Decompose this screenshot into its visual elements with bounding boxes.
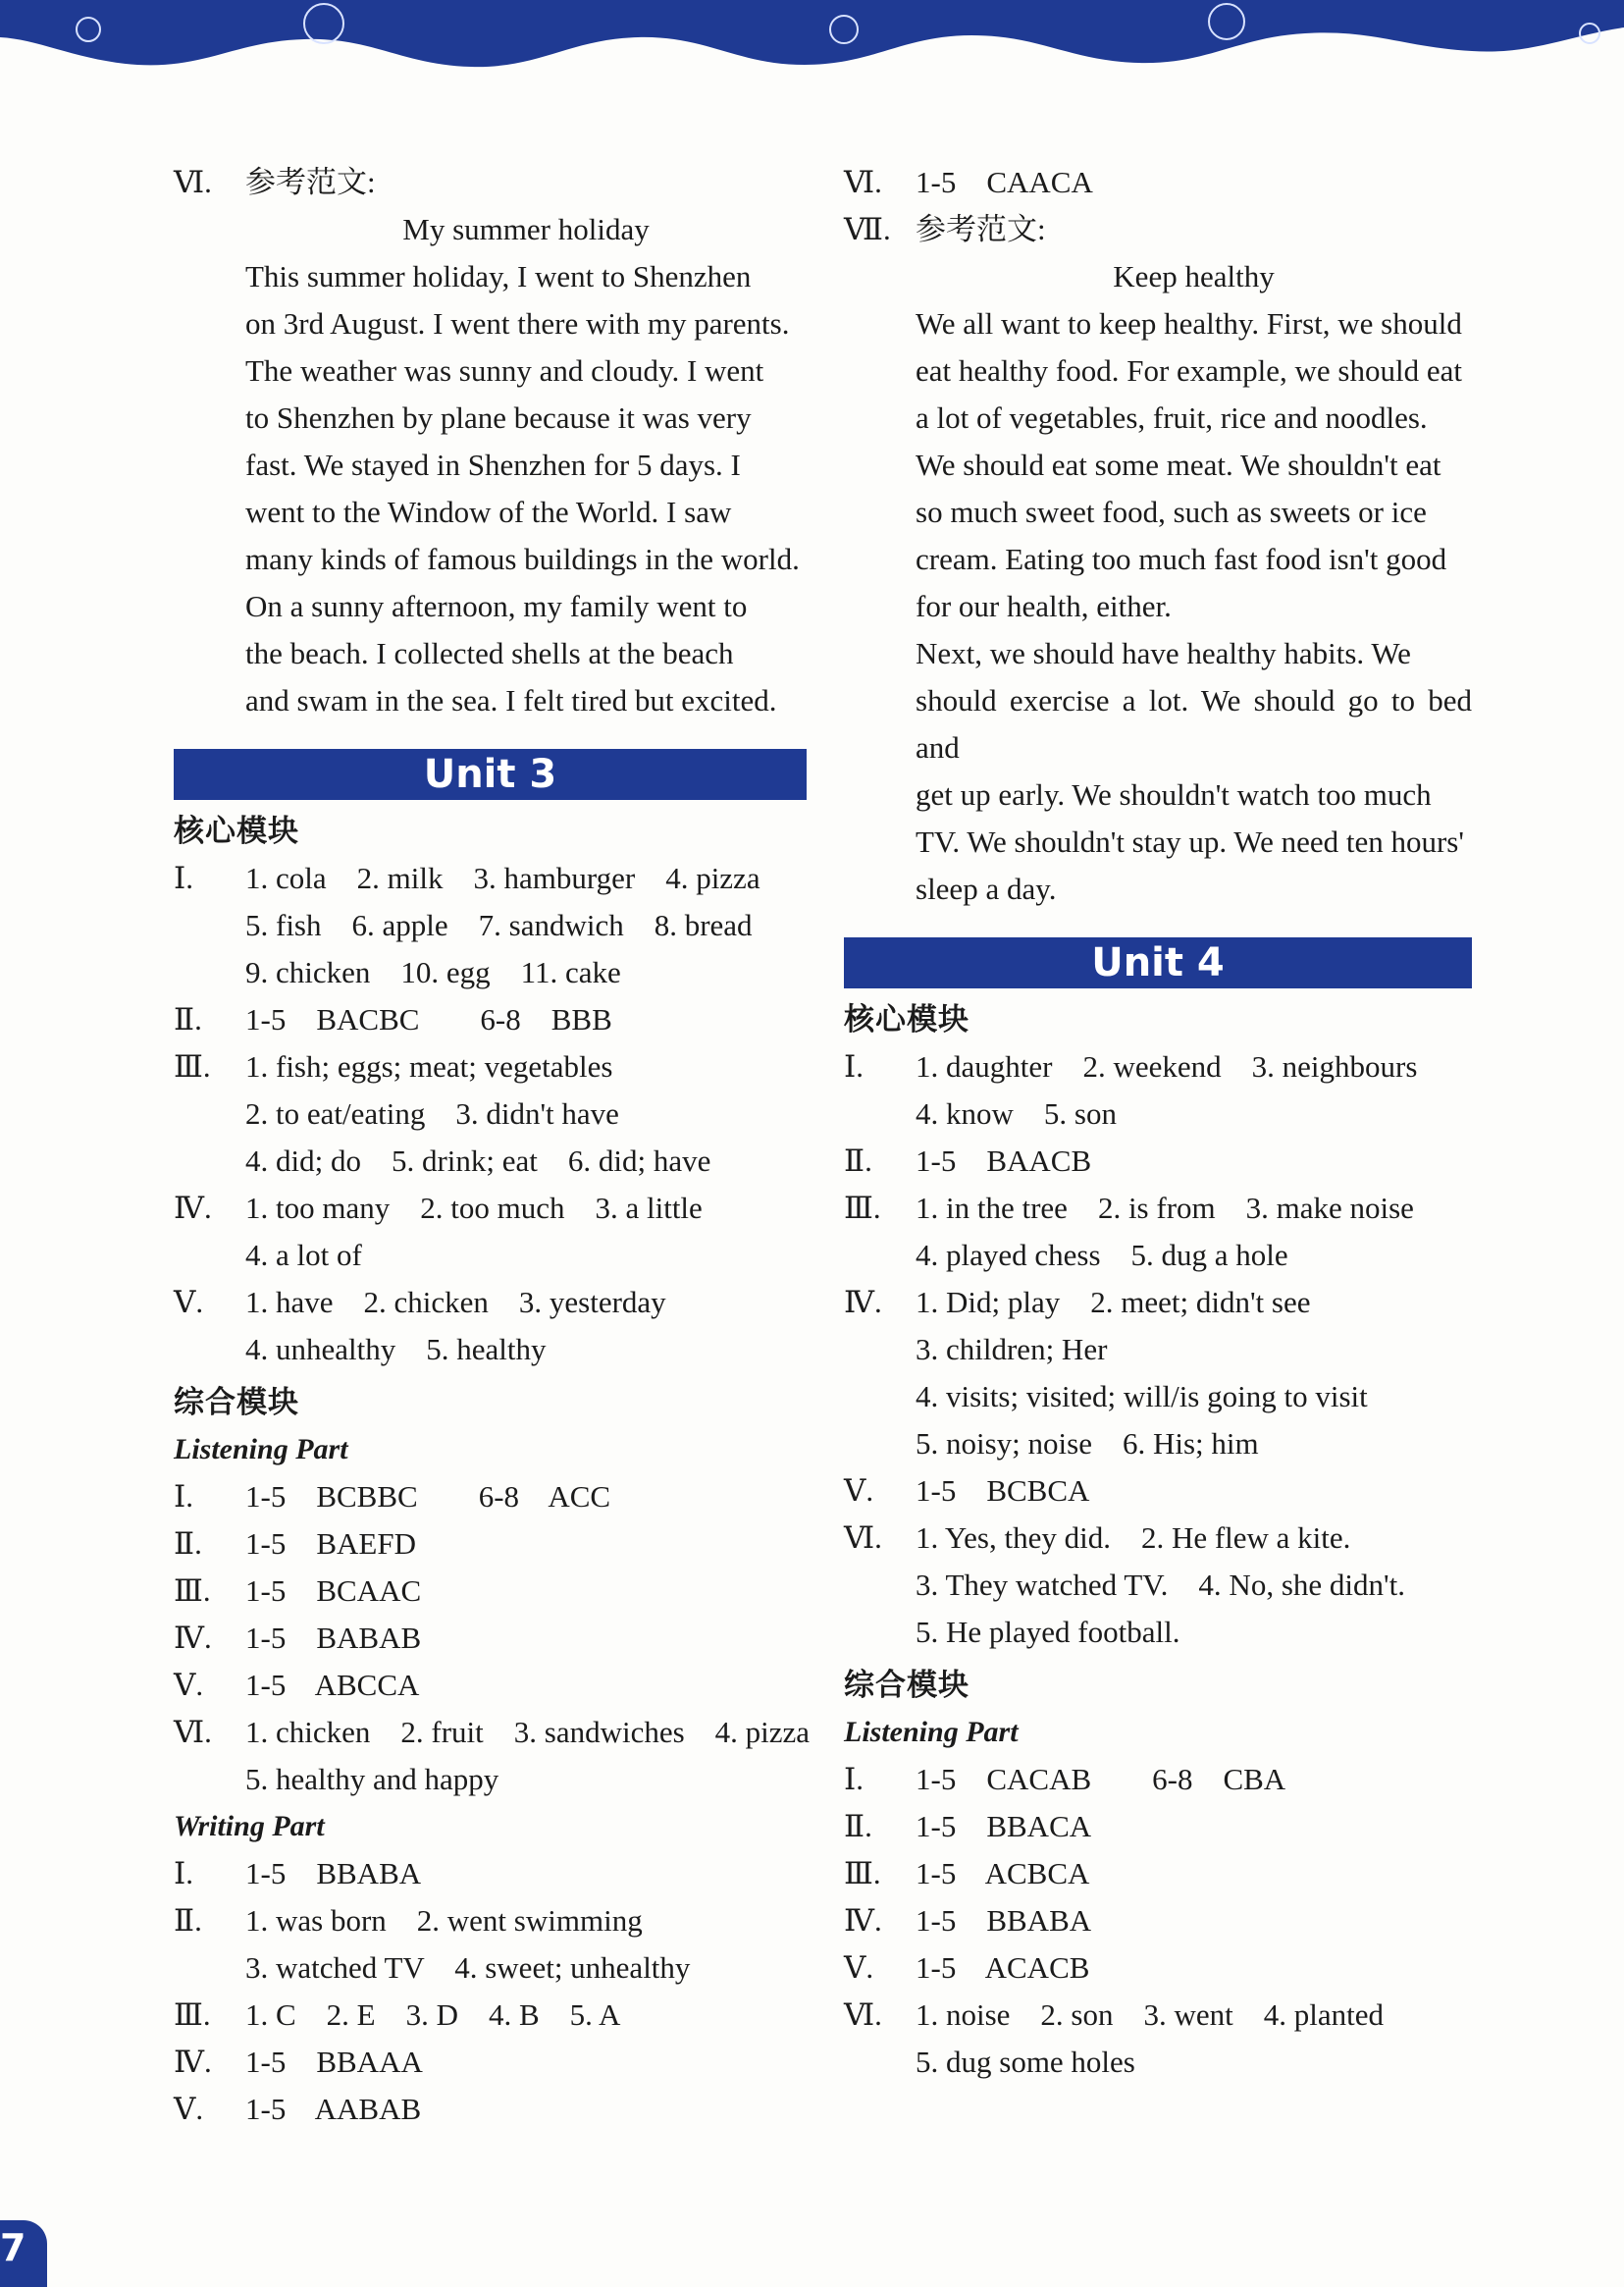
answer-text: 1. noise 2. son 3. went 4. planted xyxy=(916,1997,1385,2032)
roman-numeral: Ⅳ. xyxy=(844,1285,882,1319)
answer-row xyxy=(174,1662,807,1709)
essay-line: should exercise a lot. We should go to bed and xyxy=(916,683,1472,765)
answer-text: 1-5 CAACA xyxy=(916,165,1093,199)
roman-numeral: Ⅴ. xyxy=(174,1285,204,1319)
answer-row xyxy=(844,1515,1472,1562)
answer-text: 1-5 BAACB xyxy=(916,1144,1092,1178)
essay-line: We should eat some meat. We shouldn't eat xyxy=(916,448,1441,482)
roman-numeral: Ⅴ. xyxy=(844,1950,874,1985)
answer-row xyxy=(174,996,807,1043)
answer-row xyxy=(174,1944,807,1992)
essay-line: get up early. We shouldn't watch too much xyxy=(916,777,1432,812)
answer-row xyxy=(844,1185,1472,1232)
answer-row xyxy=(844,1467,1472,1515)
essay-line: This summer holiday, I went to Shenzhen xyxy=(245,259,752,293)
unit3-writing-list xyxy=(174,1850,807,2133)
answer-text: 1-5 ACBCA xyxy=(916,1856,1090,1890)
unit4-banner: Unit 4 xyxy=(844,937,1472,988)
essay1-body xyxy=(174,206,807,724)
roman-numeral: Ⅲ. xyxy=(844,1856,881,1890)
essay2-body xyxy=(844,253,1472,913)
answer-text: 3. They watched TV. 4. No, she didn't. xyxy=(916,1568,1405,1602)
roman-numeral: Ⅰ. xyxy=(174,1856,193,1890)
answer-text: 1-5 BCBBC 6-8 ACC xyxy=(245,1479,611,1514)
essay-line: so much sweet food, such as sweets or ice xyxy=(916,495,1427,529)
essay-label: 参考范文: xyxy=(245,165,376,199)
answer-row xyxy=(844,1043,1472,1090)
answer-row xyxy=(174,855,807,902)
answer-text: 1-5 ACACB xyxy=(916,1950,1090,1985)
essay-line: to Shenzhen by plane because it was very xyxy=(245,400,752,435)
answer-text: 5. noisy; noise 6. His; him xyxy=(916,1426,1259,1461)
answer-text: 1-5 BABAB xyxy=(245,1621,422,1655)
answer-row xyxy=(844,1756,1472,1803)
answer-row xyxy=(844,1609,1472,1656)
answer-row xyxy=(844,1897,1472,1944)
answer-row xyxy=(174,1090,807,1138)
roman-numeral: Ⅳ. xyxy=(174,2045,212,2079)
answer-row xyxy=(844,1420,1472,1467)
answer-row xyxy=(174,1897,807,1944)
page-number: 7 xyxy=(0,2226,26,2269)
essay-title: My summer holiday xyxy=(402,212,650,246)
essay1-label-row xyxy=(174,159,807,206)
essay-line: fast. We stayed in Shenzhen for 5 days. I xyxy=(245,448,741,482)
roman-numeral: Ⅳ. xyxy=(174,1191,212,1225)
answer-row xyxy=(174,1043,807,1090)
essay-line: The weather was sunny and cloudy. I went xyxy=(245,353,764,388)
essay2-label-row xyxy=(844,206,1472,253)
roman-numeral: Ⅵ. xyxy=(844,1997,882,2032)
roman-numeral: Ⅶ. xyxy=(844,212,891,246)
answer-row xyxy=(174,1756,807,1803)
unit3-core-list xyxy=(174,855,807,1373)
roman-numeral: Ⅲ. xyxy=(174,1573,211,1608)
answer-row xyxy=(174,1520,807,1568)
essay-line: Next, we should have healthy habits. We xyxy=(916,636,1411,670)
essay-line: sleep a day. xyxy=(916,872,1057,906)
answer-text: 1. Did; play 2. meet; didn't see xyxy=(916,1285,1311,1319)
answer-text: 4. played chess 5. dug a hole xyxy=(916,1238,1288,1272)
right-top-list xyxy=(844,159,1472,206)
answer-text: 5. fish 6. apple 7. sandwich 8. bread xyxy=(245,908,753,942)
essay-line: a lot of vegetables, fruit, rice and noodles. xyxy=(916,400,1428,435)
answer-row xyxy=(174,1138,807,1185)
unit3-listening-list xyxy=(174,1473,811,1803)
essay-title: Keep healthy xyxy=(1113,259,1275,293)
essay-line: We all want to keep healthy. First, we should xyxy=(916,306,1462,341)
roman-numeral: Ⅴ. xyxy=(174,1668,204,1702)
unit4-listening-heading: Listening Part xyxy=(844,1716,1019,1748)
answer-text: 1. cola 2. milk 3. hamburger 4. pizza xyxy=(245,861,760,895)
answer-text: 1-5 BBACA xyxy=(916,1809,1092,1843)
answer-text: 1-5 ABCCA xyxy=(245,1668,420,1702)
answer-row xyxy=(174,949,807,996)
essay-line: On a sunny afternoon, my family went to xyxy=(245,589,748,623)
answer-text: 3. children; Her xyxy=(916,1332,1108,1366)
answer-row xyxy=(844,159,1472,206)
answer-row xyxy=(174,1326,807,1373)
answer-text: 1. C 2. E 3. D 4. B 5. A xyxy=(245,1997,621,2032)
answer-row xyxy=(844,1326,1472,1373)
answer-text: 1-5 BCAAC xyxy=(245,1573,422,1608)
answer-row xyxy=(174,902,807,949)
essay-label: 参考范文: xyxy=(916,212,1046,246)
answer-text: 4. did; do 5. drink; eat 6. did; have xyxy=(245,1144,711,1178)
answer-row xyxy=(844,1373,1472,1420)
answer-text: 1-5 BACBC 6-8 BBB xyxy=(245,1002,612,1037)
roman-numeral: Ⅰ. xyxy=(174,1479,193,1514)
roman-numeral: Ⅰ. xyxy=(174,861,193,895)
answer-row xyxy=(174,1709,811,1756)
essay-line: and swam in the sea. I felt tired but excited. xyxy=(245,683,777,718)
answer-row xyxy=(174,1992,807,2039)
answer-row xyxy=(844,1138,1472,1185)
answer-row xyxy=(844,1279,1472,1326)
answer-text: 1-5 BBAAA xyxy=(245,2045,423,2079)
answer-text: 1. fish; eggs; meat; vegetables xyxy=(245,1049,613,1084)
roman-numeral: Ⅱ. xyxy=(174,1903,202,1938)
answer-text: 1-5 CACAB 6-8 CBA xyxy=(916,1762,1286,1796)
roman-numeral: Ⅵ. xyxy=(844,1520,882,1555)
essay-line: many kinds of famous buildings in the world. xyxy=(245,542,800,576)
essay-line: went to the Window of the World. I saw xyxy=(245,495,732,529)
roman-numeral: Ⅵ. xyxy=(174,1715,212,1749)
roman-numeral: Ⅰ. xyxy=(844,1762,864,1796)
essay-line: eat healthy food. For example, we should eat xyxy=(916,353,1462,388)
answer-text: 4. know 5. son xyxy=(916,1096,1117,1131)
answer-text: 1. too many 2. too much 3. a little xyxy=(245,1191,703,1225)
answer-row xyxy=(844,2039,1472,2086)
answer-row xyxy=(174,1232,807,1279)
roman-numeral: Ⅱ. xyxy=(174,1002,202,1037)
header-wave-decoration xyxy=(0,0,1624,79)
answer-row xyxy=(844,1944,1472,1992)
answer-text: 1. was born 2. went swimming xyxy=(245,1903,643,1938)
unit3-listening-heading: Listening Part xyxy=(174,1433,348,1465)
roman-numeral: Ⅳ. xyxy=(174,1621,212,1655)
answer-row xyxy=(174,1568,807,1615)
answer-row xyxy=(844,1850,1472,1897)
answer-text: 5. healthy and happy xyxy=(245,1762,499,1796)
answer-text: 1-5 BAEFD xyxy=(245,1526,416,1561)
answer-text: 4. unhealthy 5. healthy xyxy=(245,1332,547,1366)
roman-numeral: Ⅵ. xyxy=(174,165,212,199)
unit4-core-list xyxy=(844,1043,1472,1656)
essay-line: the beach. I collected shells at the beach xyxy=(245,636,734,670)
answer-row xyxy=(844,1803,1472,1850)
unit3-banner: Unit 3 xyxy=(174,749,807,800)
roman-numeral: Ⅲ. xyxy=(174,1049,211,1084)
answer-row xyxy=(844,1992,1472,2039)
answer-row xyxy=(174,1473,807,1520)
answer-text: 1. daughter 2. weekend 3. neighbours xyxy=(916,1049,1418,1084)
answer-text: 1-5 BBABA xyxy=(916,1903,1092,1938)
answer-text: 1-5 BBABA xyxy=(245,1856,422,1890)
essay-line: on 3rd August. I went there with my parents. xyxy=(245,306,790,341)
answer-row xyxy=(844,1090,1472,1138)
answer-row xyxy=(844,1562,1472,1609)
answer-text: 3. watched TV 4. sweet; unhealthy xyxy=(245,1950,691,1985)
answer-text: 1. have 2. chicken 3. yesterday xyxy=(245,1285,666,1319)
answer-row xyxy=(174,2086,807,2133)
answer-row xyxy=(174,1850,807,1897)
roman-numeral: Ⅴ. xyxy=(174,2092,204,2126)
roman-numeral: Ⅱ. xyxy=(174,1526,202,1561)
answer-text: 4. a lot of xyxy=(245,1238,362,1272)
answer-text: 2. to eat/eating 3. didn't have xyxy=(245,1096,619,1131)
roman-numeral: Ⅱ. xyxy=(844,1809,872,1843)
roman-numeral: Ⅴ. xyxy=(844,1473,874,1508)
unit4-core-heading: 核心模块 xyxy=(844,1002,969,1037)
essay-line: for our health, either. xyxy=(916,589,1172,623)
unit3-writing-heading: Writing Part xyxy=(174,1810,325,1842)
roman-numeral: Ⅲ. xyxy=(174,1997,211,2032)
answer-text: 1-5 AABAB xyxy=(245,2092,422,2126)
roman-numeral: Ⅱ. xyxy=(844,1144,872,1178)
essay-line: cream. Eating too much fast food isn't good xyxy=(916,542,1447,576)
answer-text: 4. visits; visited; will/is going to visit xyxy=(916,1379,1368,1413)
answer-row xyxy=(174,1185,807,1232)
essay-line: TV. We shouldn't stay up. We need ten hours' xyxy=(916,824,1464,859)
answer-text: 5. dug some holes xyxy=(916,2045,1135,2079)
answer-text: 5. He played football. xyxy=(916,1615,1180,1649)
right-column xyxy=(844,159,1472,2086)
roman-numeral: Ⅲ. xyxy=(844,1191,881,1225)
roman-numeral: Ⅰ. xyxy=(844,1049,864,1084)
answer-row xyxy=(174,1279,807,1326)
roman-numeral: Ⅳ. xyxy=(844,1903,882,1938)
roman-numeral: Ⅵ. xyxy=(844,165,882,199)
answer-text: 9. chicken 10. egg 11. cake xyxy=(245,955,621,989)
left-column xyxy=(174,159,811,2133)
answer-row xyxy=(844,1232,1472,1279)
unit3-comp-heading: 综合模块 xyxy=(174,1385,299,1420)
unit3-core-heading: 核心模块 xyxy=(174,814,299,849)
unit4-comp-heading: 综合模块 xyxy=(844,1668,969,1703)
answer-text: 1. Yes, they did. 2. He flew a kite. xyxy=(916,1520,1351,1555)
answer-row xyxy=(174,2039,807,2086)
answer-text: 1. chicken 2. fruit 3. sandwiches 4. pizza xyxy=(245,1715,811,1749)
answer-row xyxy=(174,1615,807,1662)
answer-text: 1. in the tree 2. is from 3. make noise xyxy=(916,1191,1414,1225)
unit4-listening-list xyxy=(844,1756,1472,2086)
answer-text: 1-5 BCBCA xyxy=(916,1473,1090,1508)
